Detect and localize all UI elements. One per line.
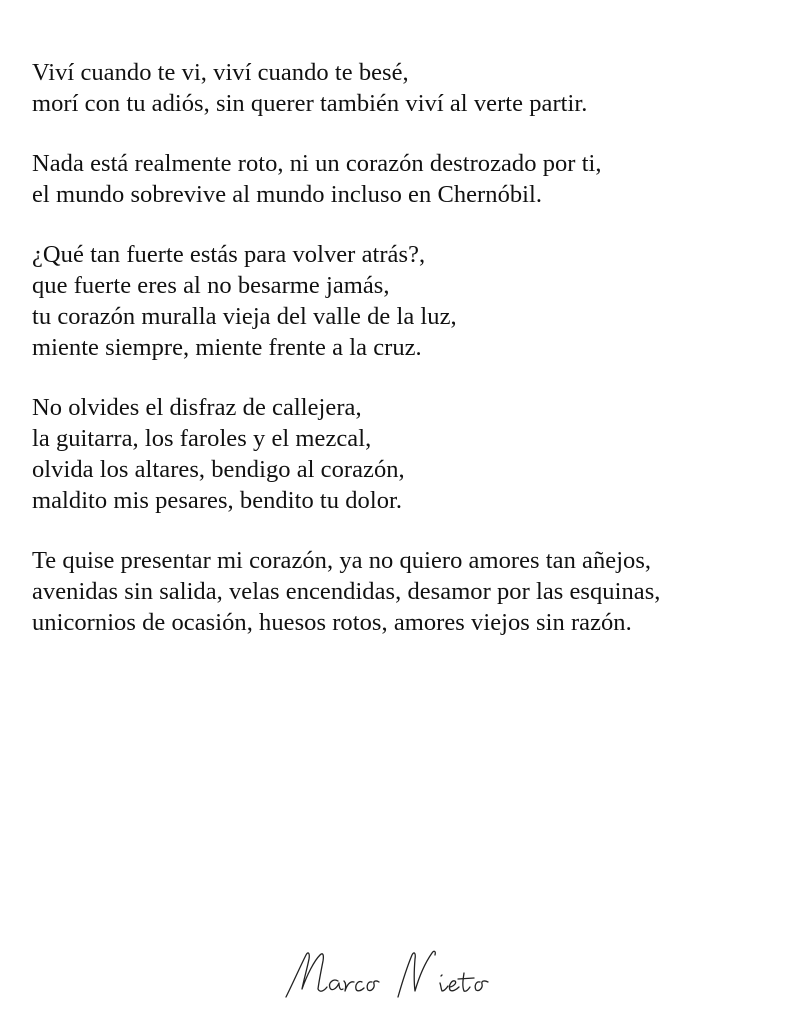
poem-line: olvida los altares, bendigo al corazón,: [32, 456, 405, 483]
stanza-1: [32, 57, 772, 119]
poem-line: ¿Qué tan fuerte estás para volver atrás?,: [32, 241, 426, 268]
poem-line: la guitarra, los faroles y el mezcal,: [32, 425, 372, 452]
poem-body: [32, 57, 772, 667]
poem-line: Nada está realmente roto, ni un corazón destrozado por ti,: [32, 150, 602, 177]
stanza-3: [32, 239, 772, 363]
poem-line: Viví cuando te vi, viví cuando te besé,: [32, 59, 409, 86]
poem-line: el mundo sobrevive al mundo incluso en Chernóbil.: [32, 181, 543, 208]
poem-line: morí con tu adiós, sin querer también viví al verte partir.: [32, 90, 588, 117]
poem-line: No olvides el disfraz de callejera,: [32, 394, 362, 421]
poem-line: miente siempre, miente frente a la cruz.: [32, 334, 422, 361]
stanza-5: [32, 545, 772, 638]
poem-line: Te quise presentar mi corazón, ya no quiero amores tan añejos,: [32, 547, 652, 574]
poem-line: avenidas sin salida, velas encendidas, desamor por las esquinas,: [32, 578, 661, 605]
stanza-2: [32, 148, 772, 210]
poem-line: que fuerte eres al no besarme jamás,: [32, 272, 390, 299]
poem-line: unicornios de ocasión, huesos rotos, amores viejos sin razón.: [32, 609, 632, 636]
stanza-4: [32, 392, 772, 516]
poem-line: maldito mis pesares, bendito tu dolor.: [32, 487, 403, 514]
poem-line: tu corazón muralla vieja del valle de la luz,: [32, 303, 457, 330]
handwritten-signature: [280, 945, 510, 1005]
